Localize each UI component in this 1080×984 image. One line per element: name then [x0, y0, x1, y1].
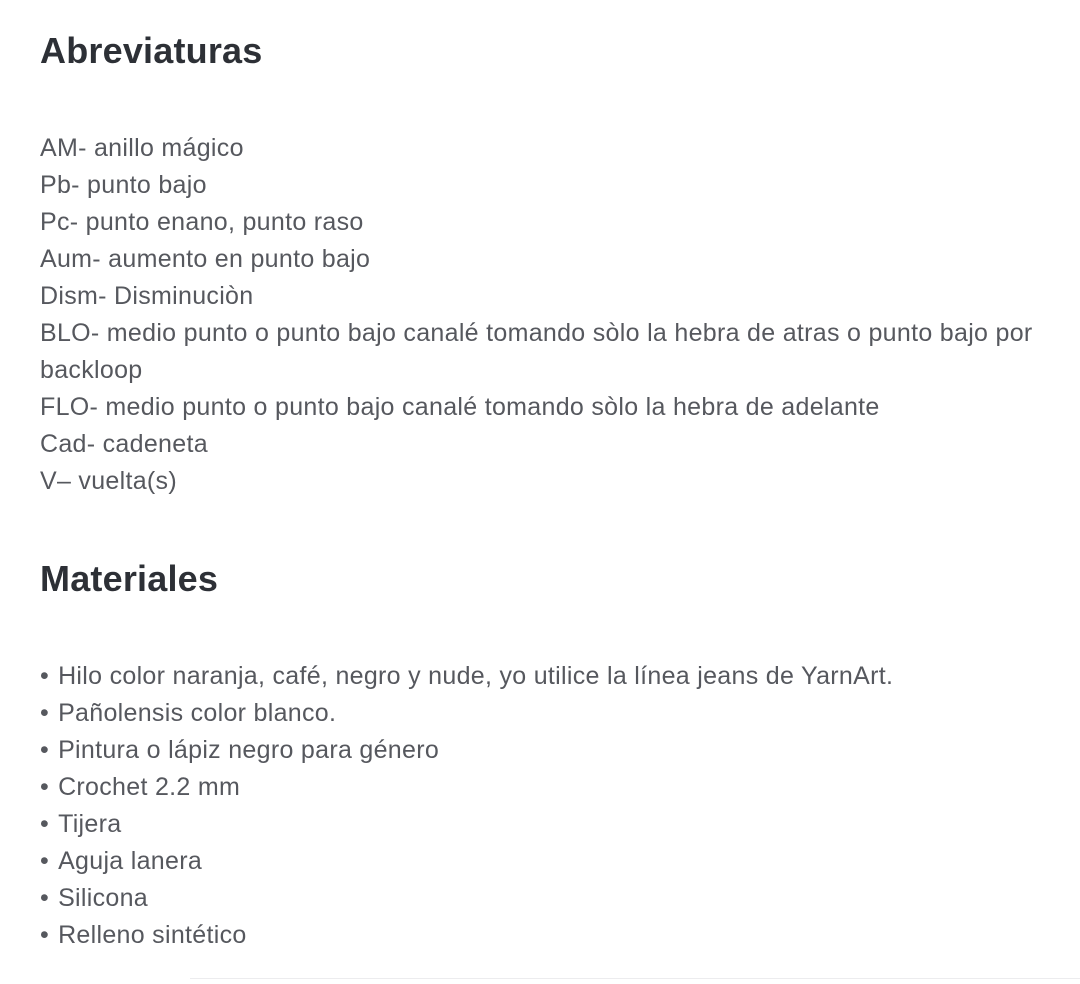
bullet-point: •: [40, 736, 50, 764]
bullet-point: •: [40, 921, 50, 949]
section-heading-materiales: Materiales: [40, 558, 219, 599]
abbreviation-item: Aum- aumento en punto bajo: [40, 245, 371, 273]
material-item-label: Pintura o lápiz negro para género: [58, 736, 440, 764]
material-item-label: Aguja lanera: [58, 847, 203, 875]
abbreviation-item: Pb- punto bajo: [40, 171, 207, 199]
abbreviation-item: V– vuelta(s): [40, 467, 177, 495]
abbreviation-item: Pc- punto enano, punto raso: [40, 208, 364, 236]
bullet-point: •: [40, 847, 50, 875]
abbreviation-item: FLO- medio punto o punto bajo canalé tomando sòlo la hebra de adelante: [40, 393, 880, 421]
abbreviation-item: Cad- cadeneta: [40, 430, 208, 458]
material-item: [40, 695, 1040, 732]
bullet-point: •: [40, 884, 50, 912]
material-item: [40, 769, 1040, 806]
bullet-point: •: [40, 810, 50, 838]
bullet-point: •: [40, 699, 50, 727]
material-item: [40, 917, 1040, 954]
material-item: [40, 880, 1040, 917]
abbreviation-item: AM- anillo mágico: [40, 134, 244, 162]
material-item: [40, 843, 1040, 880]
abbreviation-item: BLO- medio punto o punto bajo canalé tomando sòlo la hebra de atras o punto bajo por backloop: [40, 319, 1033, 384]
material-item-label: Hilo color naranja, café, negro y nude, yo utilice la línea jeans de YarnArt.: [58, 662, 894, 690]
abbreviation-item: Dism- Disminuciòn: [40, 282, 254, 310]
section-heading-abreviaturas: Abreviaturas: [40, 30, 263, 71]
abbreviations-list: [40, 130, 1040, 500]
bottom-divider: [190, 978, 1080, 979]
material-item-label: Crochet 2.2 mm: [58, 773, 241, 801]
material-item: [40, 658, 1040, 695]
bullet-point: •: [40, 773, 50, 801]
material-item-label: Silicona: [58, 884, 149, 912]
bullet-point: •: [40, 662, 50, 690]
material-item-label: Tijera: [58, 810, 122, 838]
material-item-label: Relleno sintético: [58, 921, 247, 949]
material-item: [40, 806, 1040, 843]
material-item: [40, 732, 1040, 769]
material-item-label: Pañolensis color blanco.: [58, 699, 337, 727]
materials-list: [40, 658, 1040, 954]
